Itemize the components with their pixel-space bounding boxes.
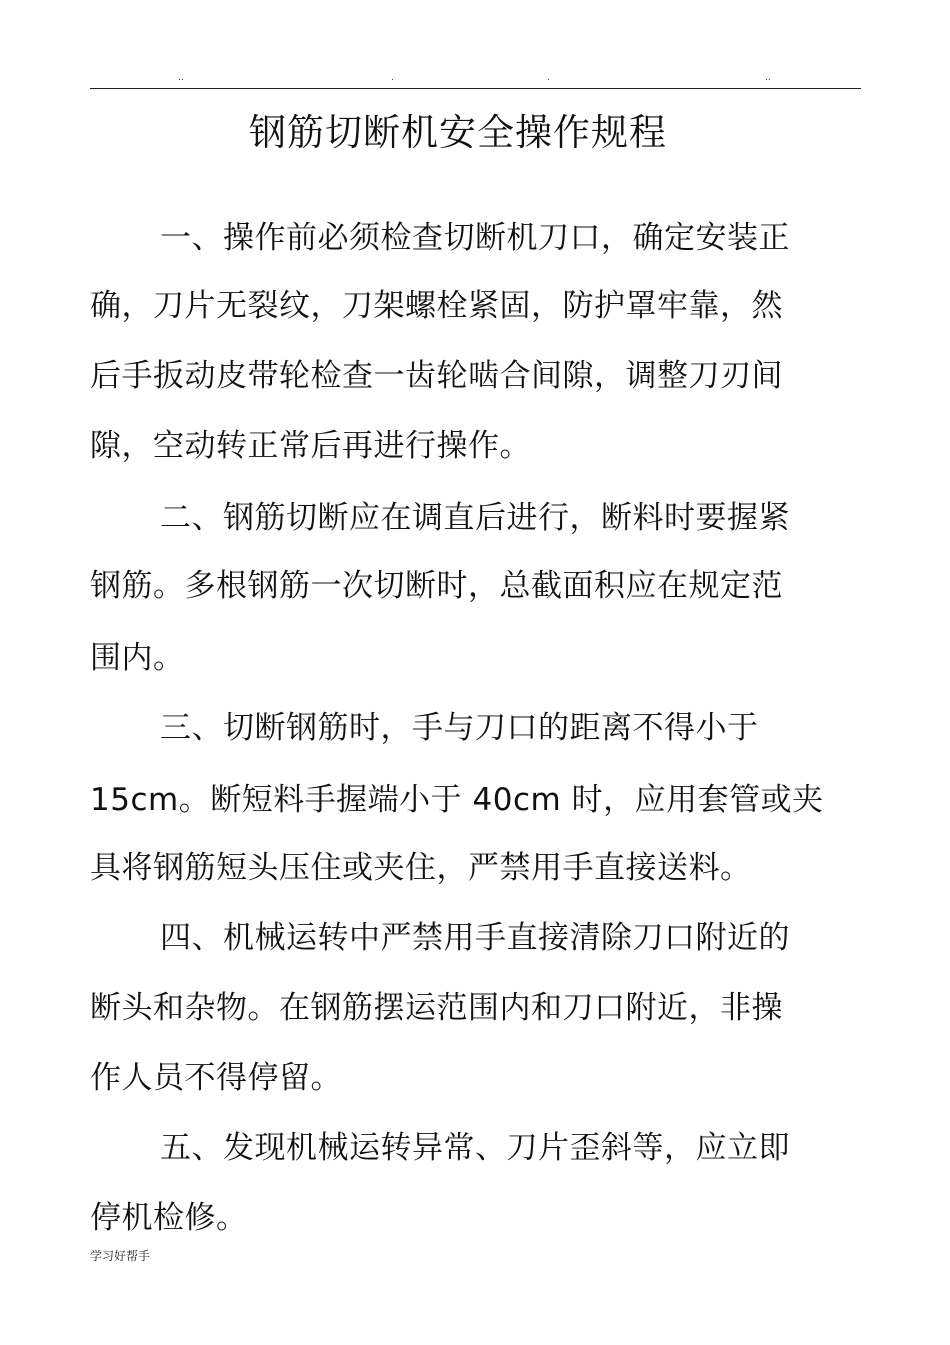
- header-rule: [90, 88, 861, 89]
- header-mark: ..: [765, 73, 771, 83]
- paragraph-line: 确，刀片无裂纹，刀架螺栓紧固，防护罩牢靠，然: [90, 288, 783, 324]
- paragraph-line: 停机检修。: [90, 1200, 248, 1236]
- paragraph-line: 具将钢筋短头压住或夹住，严禁用手直接送料。: [90, 850, 752, 886]
- document-title: 钢筋切断机安全操作规程: [249, 111, 667, 154]
- header-mark: .: [391, 73, 394, 83]
- paragraph-line: 围内。: [90, 640, 185, 676]
- paragraph-line: 一、操作前必须检查切断机刀口，确定安装正: [160, 220, 790, 256]
- paragraph-line: 15cm。断短料手握端小于 40cm 时，应用套管或夹: [90, 782, 824, 818]
- paragraph-line: 隙，空动转正常后再进行操作。: [90, 428, 531, 464]
- paragraph-line: 钢筋。多根钢筋一次切断时，总截面积应在规定范: [90, 568, 783, 604]
- header-mark: ..: [178, 73, 184, 83]
- paragraph-line: 后手扳动皮带轮检查一齿轮啮合间隙，调整刀刃间: [90, 358, 783, 394]
- paragraph-line: 断头和杂物。在钢筋摆运范围内和刀口附近，非操: [90, 990, 783, 1026]
- footer-text: 学习好帮手: [90, 1249, 151, 1263]
- header-marks: [90, 72, 861, 84]
- paragraph-line: 三、切断钢筋时，手与刀口的距离不得小于: [160, 710, 759, 746]
- paragraph-line: 四、机械运转中严禁用手直接清除刀口附近的: [160, 920, 790, 956]
- paragraph-line: 作人员不得停留。: [90, 1060, 342, 1096]
- paragraph-line: 五、发现机械运转异常、刀片歪斜等，应立即: [160, 1130, 790, 1166]
- paragraph-line: 二、钢筋切断应在调直后进行，断料时要握紧: [160, 500, 790, 536]
- header-mark: .: [547, 73, 550, 83]
